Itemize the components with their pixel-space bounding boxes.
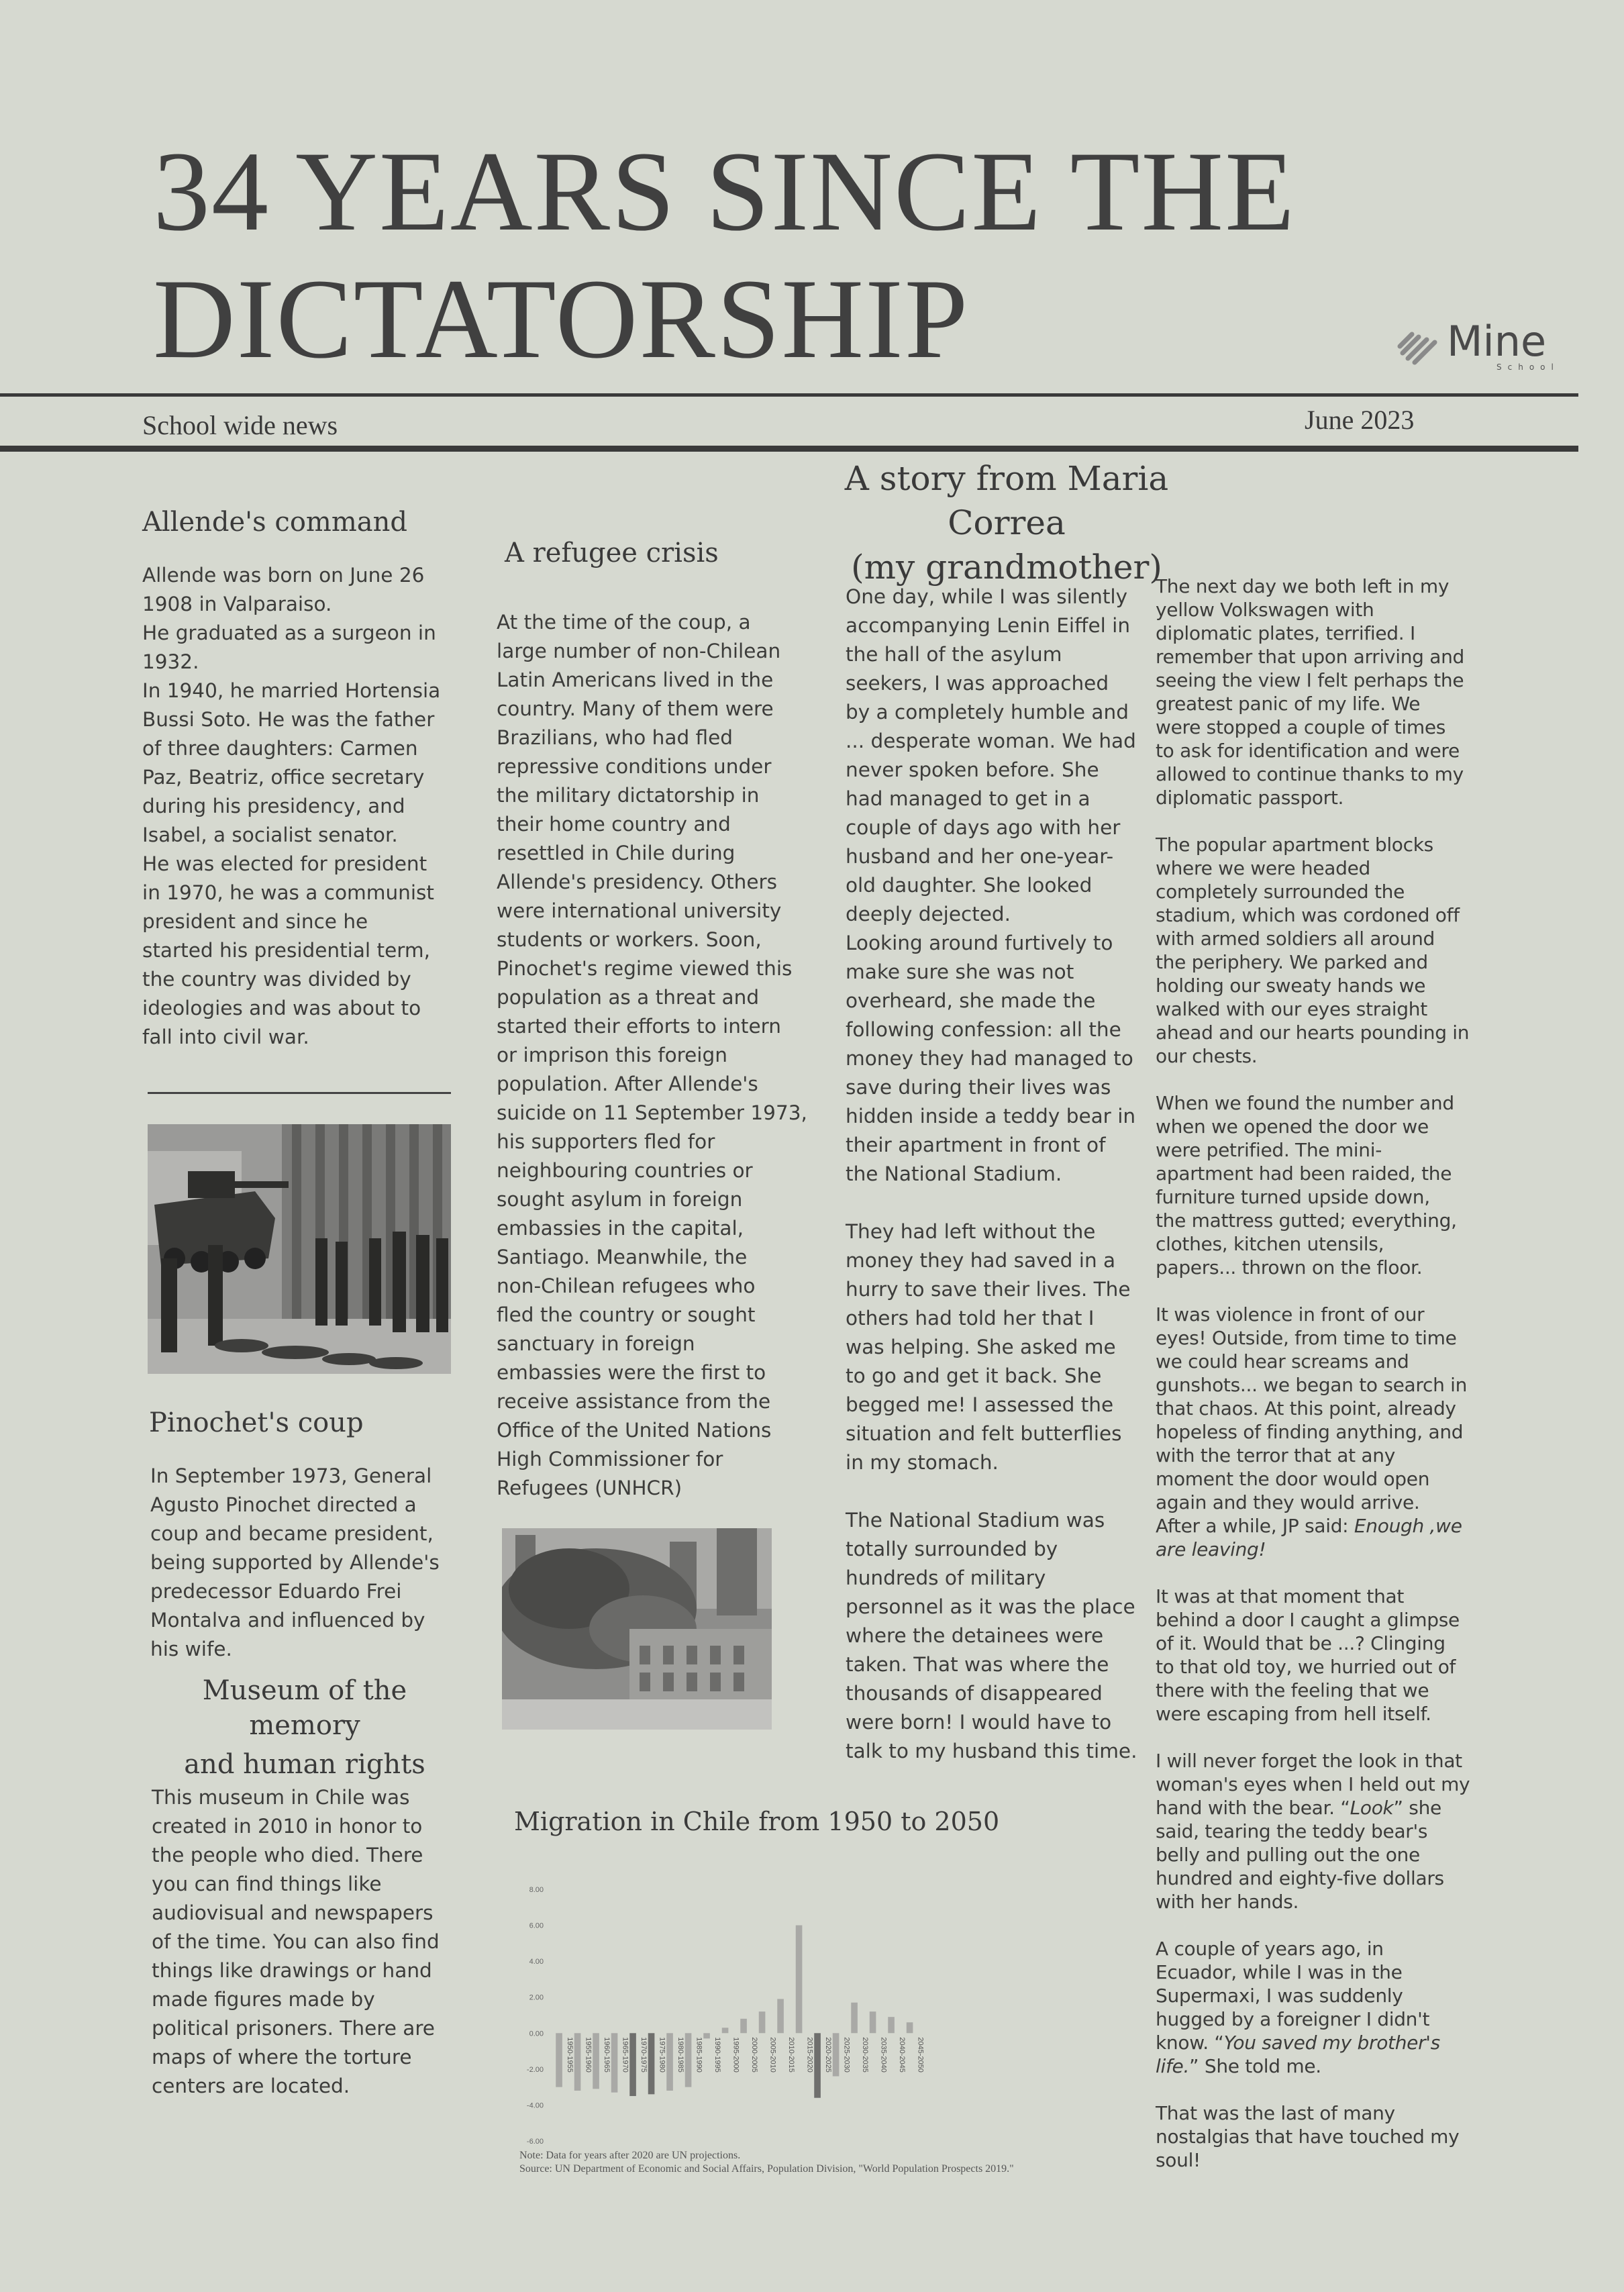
top-rule bbox=[0, 393, 1578, 397]
allende-title: Allende's command bbox=[142, 507, 407, 538]
story-title-line2: (my grandmother) bbox=[851, 548, 1162, 587]
pinochet-title: Pinochet's coup bbox=[149, 1407, 364, 1438]
category-label: 1980-1985 bbox=[676, 2037, 684, 2073]
category-label: 1975-1980 bbox=[658, 2037, 666, 2073]
story-text: It was at that moment that behind a door I caught a glimpse of it. Would that be ...? Clinging to that old toy, we hurried out of there with the feeling that we were escaping from hell itself. I will never forget the look in that woman's eyes when I held out my hand with the bear. “ bbox=[1156, 1585, 1470, 1819]
story-quote: Enough ,we are leaving! bbox=[1156, 1515, 1462, 1560]
migration-chart bbox=[510, 1876, 940, 2158]
allende-body: Allende was born on June 26 1908 in Valparaiso. He graduated as a surgeon in 1932. In 1940, he married Hortensia Bussi Soto. He was the father of three daughters: Carmen Paz, Beatriz, office secretary during his presidency, and Isabel, a socialist senator. He was elected for president in 1970, he was a communist president and since he started his presidential term, the country was divided by ideologies and was about to fall into civil war. bbox=[142, 564, 441, 1048]
category-label: 1960-1965 bbox=[602, 2037, 611, 2073]
column-divider bbox=[148, 1092, 451, 1094]
refugee-title: A refugee crisis bbox=[505, 538, 719, 568]
la-moneda-bombing-photo bbox=[502, 1528, 772, 1730]
bar bbox=[851, 2003, 858, 2034]
bar bbox=[685, 2033, 692, 2087]
story-quote: Look bbox=[1350, 1797, 1394, 1819]
category-label: 2005-2010 bbox=[768, 2037, 777, 2073]
story-column-2-part2 bbox=[1156, 1585, 1505, 2172]
pinochet-body: In September 1973, General Agusto Pinochet directed a coup and became president, being supported by Allende's predecessor Eduardo Frei Montalva and influenced by his wife. bbox=[150, 1464, 440, 1660]
bar bbox=[666, 2033, 673, 2091]
category-label: 2010-2015 bbox=[786, 2037, 795, 2073]
story-title-line1: A story from Maria Correa bbox=[844, 459, 1169, 542]
bar bbox=[648, 2033, 655, 2094]
y-tick-label: -4.00 bbox=[526, 2101, 544, 2110]
category-label: 2025-2030 bbox=[842, 2037, 851, 2073]
category-label: 1955-1960 bbox=[584, 2037, 593, 2073]
bar bbox=[629, 2033, 636, 2096]
bar bbox=[740, 2019, 747, 2033]
masthead-line1: 34 YEARS SINCE THE bbox=[153, 128, 1297, 254]
bar bbox=[777, 1999, 784, 2033]
chart-title: Migration in Chile from 1950 to 2050 bbox=[514, 1807, 1000, 1836]
category-label: 1985-1990 bbox=[695, 2037, 703, 2073]
chart-note bbox=[519, 2149, 1029, 2176]
museum-title-line2: and human rights bbox=[184, 1749, 425, 1780]
issue-date: June 2023 bbox=[1305, 405, 1415, 435]
school-logo bbox=[1396, 317, 1584, 381]
refugee-body: At the time of the coup, a large number of non-Chilean Latin Americans lived in the country. Many of them were Brazilians, who had fled repressive conditions under the military dictatorship in their home country and resettled in Chile during Allende's presidency. Others were international university students or workers. Soon, Pinochet's regime viewed this population as a threat and started their efforts to intern or imprison this foreign population. After Allende's suicide on 11 September 1973, his supporters fled for neighbouring countries or sought asylum in foreign embassies in the capital, Santiago. Meanwhile, the non-Chilean refugees who fled the country or sought sanctuary in foreign embassies were the first to receive assistance from the Office of the United Nations High Commissioner for Refugees (UNHCR) bbox=[497, 611, 807, 1499]
museum-title bbox=[144, 1673, 466, 1782]
story-title bbox=[792, 456, 1221, 589]
bar bbox=[722, 2028, 729, 2033]
masthead-line2: DICTATORSHIP bbox=[153, 256, 970, 382]
bar bbox=[611, 2033, 618, 2092]
y-tick-label: -2.00 bbox=[526, 2065, 544, 2074]
story-text: The next day we both left in my yellow Volkswagen with diplomatic plates, terrified. I remember that upon arriving and seeing the view I felt perhaps the greatest panic of my life. We were stopped a couple of times to ask for identification and were allowed to continue thanks to my diplomatic passport. The popular apartment blocks where we were headed completely surrounded the stadium, which was cordoned off with armed soldiers all around the periphery. We parked and holding our sweaty hands we walked with our eyes straight ahead and our hearts pounding in our chests. When we found the number and when we opened the door we were petrified. The mini- apartment had been raided, the furniture turned upside down, the mattress gutted; everything, clothes, kitchen utensils, papers... thrown on the floor. It was violence in front of our eyes! Outside, from time to time we could hear screams and gunshots... we began to search in that chaos. At this point, already hopeless of finding anything, and with the terror that at any moment the door would open again and they would arrive. After a while, JP said: bbox=[1156, 575, 1470, 1537]
story-column-2-part1 bbox=[1156, 575, 1505, 1561]
story-text: ” she said, tearing the teddy bear's belly and pulling out the one hundred and eighty-five dollars with her hands. A couple of years ago, in Ecuador, while I was in the Supermaxi, I was suddenly hugged by a foreigner I didn't know. “ bbox=[1156, 1797, 1444, 2054]
y-tick-label: 6.00 bbox=[529, 1922, 544, 1930]
bar bbox=[796, 1926, 803, 2034]
category-label: 1970-1975 bbox=[639, 2037, 648, 2073]
museum-body: This museum in Chile was created in 2010 in honor to the people who died. There you can find things like audiovisual and newspapers of the time. You can also find things like drawings or hand made figures made by political prisoners. There are maps of where the torture centers are located. bbox=[152, 1786, 440, 2097]
category-label: 1965-1970 bbox=[621, 2037, 629, 2073]
tank-soldiers-photo bbox=[148, 1124, 451, 1374]
bar bbox=[556, 2033, 562, 2087]
category-label: 1990-1995 bbox=[713, 2037, 721, 2073]
category-label: 2000-2005 bbox=[750, 2037, 758, 2073]
chart-note-text: Note: Data for years after 2020 are UN projections. bbox=[519, 2150, 741, 2161]
category-label: 1995-2000 bbox=[731, 2037, 740, 2073]
story-column-1: One day, while I was silently accompanying Lenin Eiffel in the hall of the asylum seekers, I was approached by a completely humble and ... desperate woman. We had never spoken before. She had managed to get in a couple of days ago with her husband and her one-year- old daughter. She looked deeply dejected. Looking around furtively to make sure she was not overheard, she made the following confession: all the money they had managed to save during their lives was hidden inside a teddy bear in their apartment in front of the National Stadium. They had left without the money they had saved in a hurry to save their lives. The others had told her that I was helping. She asked me to go and get it back. She begged me! I assessed the situation and felt butterflies in my stomach. The National Stadium was totally surrounded by hundreds of military personnel as it was the place where the detainees were taken. That was where the thousands of disappeared were born! I would have to talk to my husband this time. bbox=[846, 585, 1137, 1762]
y-tick-label: 4.00 bbox=[529, 1958, 544, 1966]
masthead-title bbox=[153, 128, 1428, 383]
bar bbox=[888, 2017, 895, 2033]
bar bbox=[870, 2011, 876, 2033]
story-quote: You saved my brother's life. bbox=[1156, 2032, 1440, 2077]
museum-title-line1: Museum of the memory bbox=[202, 1675, 407, 1741]
category-label: 2015-2020 bbox=[805, 2037, 814, 2073]
y-tick-label: 2.00 bbox=[529, 1993, 544, 2002]
bar bbox=[703, 2033, 710, 2038]
section-label: School wide news bbox=[142, 410, 338, 440]
bar bbox=[907, 2022, 913, 2033]
logo-name: Mine bbox=[1447, 317, 1547, 366]
category-label: 2035-2040 bbox=[879, 2037, 888, 2073]
story-text: ” She told me. That was the last of many nostalgias that have touched my soul! bbox=[1156, 2055, 1460, 2171]
story-column-2 bbox=[1156, 575, 1505, 2172]
y-tick-label: 0.00 bbox=[529, 2030, 544, 2038]
bar bbox=[814, 2033, 821, 2097]
heart-lines-icon bbox=[1396, 326, 1444, 368]
bar bbox=[759, 2011, 766, 2033]
logo-sub: School bbox=[1496, 362, 1560, 372]
bar bbox=[593, 2033, 599, 2089]
category-label: 2030-2035 bbox=[860, 2037, 869, 2073]
category-label: 2040-2045 bbox=[897, 2037, 906, 2073]
category-label: 1950-1955 bbox=[565, 2037, 574, 2073]
y-tick-label: -6.00 bbox=[526, 2138, 544, 2146]
chart-source-text: Source: UN Department of Economic and Social Affairs, Population Division, "World Population Prospects 2019." bbox=[519, 2163, 1014, 2175]
category-label: 2020-2025 bbox=[823, 2037, 832, 2073]
bar bbox=[833, 2033, 840, 2076]
bar bbox=[574, 2033, 581, 2091]
category-label: 2045-2050 bbox=[916, 2037, 925, 2073]
bottom-rule bbox=[0, 446, 1578, 452]
y-tick-label: 8.00 bbox=[529, 1886, 544, 1894]
